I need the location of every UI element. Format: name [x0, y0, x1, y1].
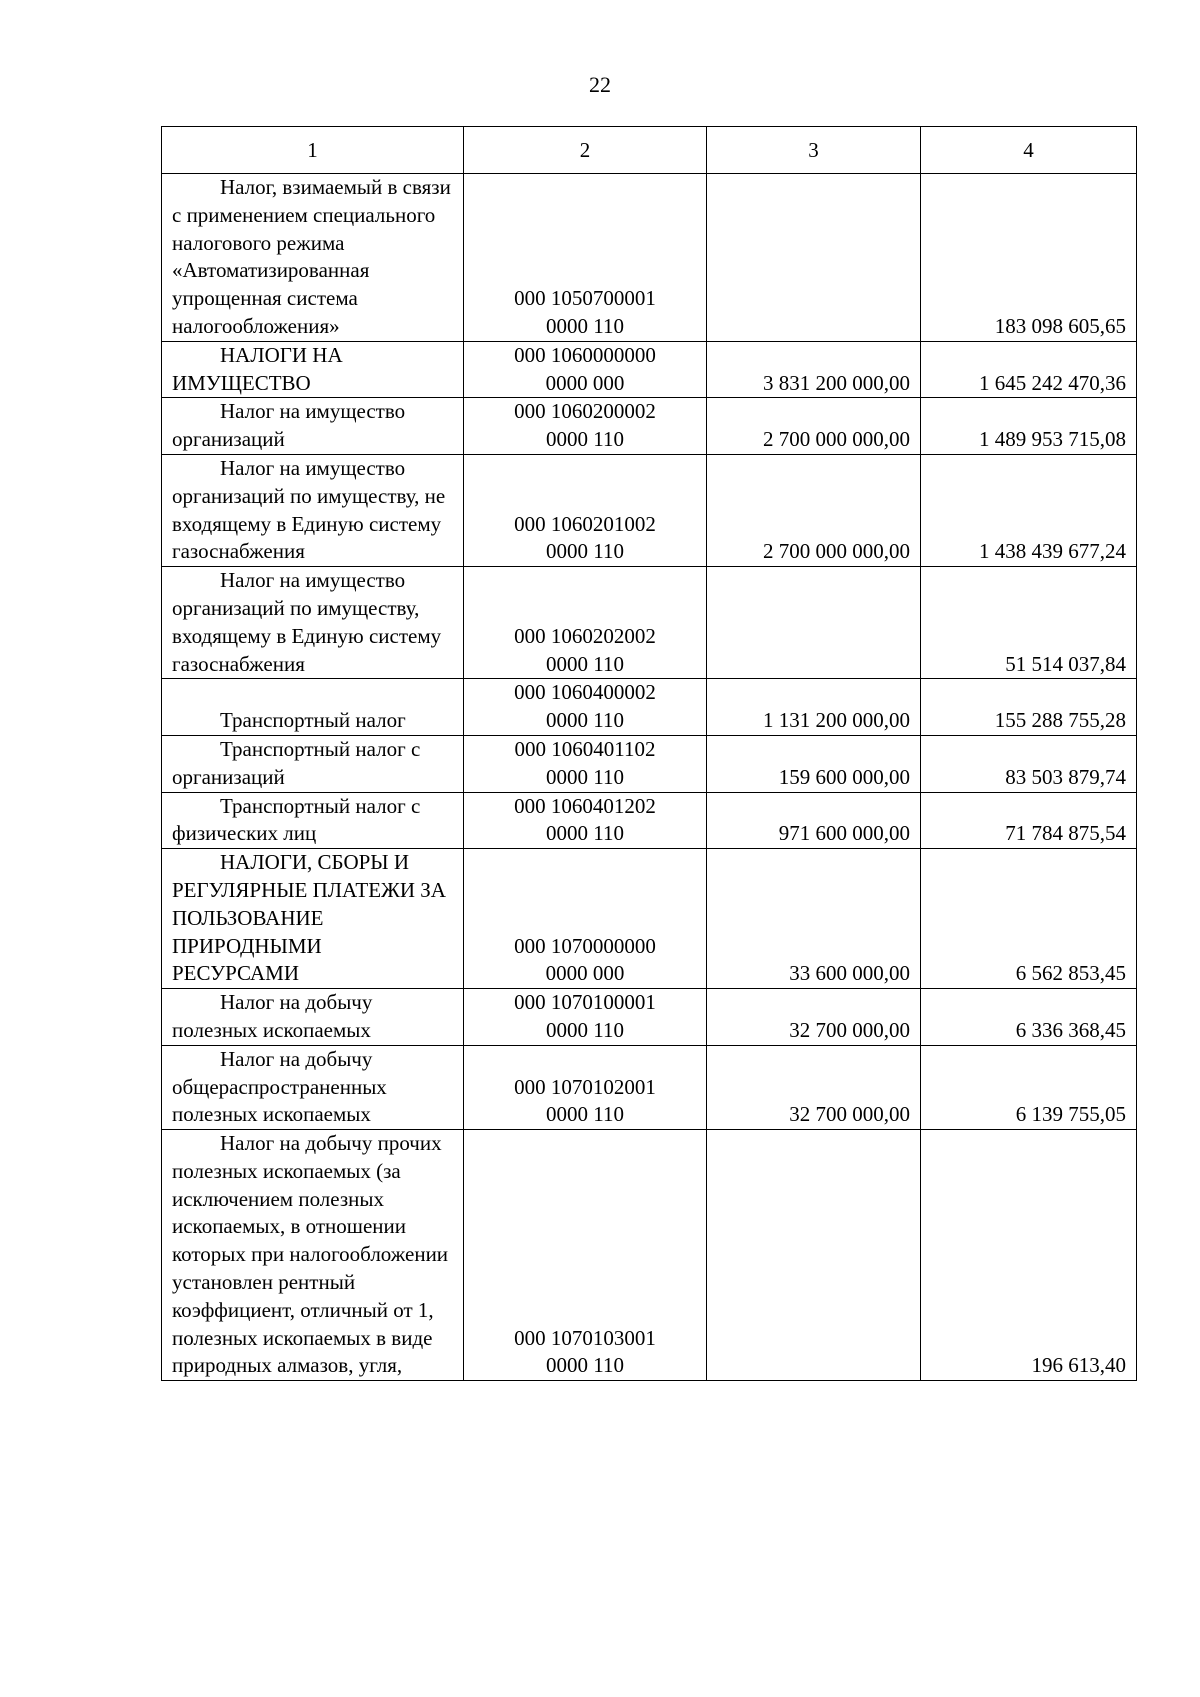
row-name-cell	[162, 849, 464, 989]
table-row	[162, 735, 1137, 792]
row-code-line: 0000 110	[546, 313, 624, 338]
row-name-cell	[162, 1045, 464, 1129]
row-code-cell	[464, 1045, 707, 1129]
row-code-line: 0000 000	[545, 370, 625, 395]
row-fact-cell: 71 784 875,54	[921, 792, 1137, 849]
row-fact-cell: 83 503 879,74	[921, 735, 1137, 792]
row-code-line: 000 1060201002	[514, 511, 656, 536]
row-plan-cell: 3 831 200 000,00	[707, 341, 921, 398]
row-plan-cell: 33 600 000,00	[707, 849, 921, 989]
row-name-cell	[162, 454, 464, 566]
row-fact-cell: 51 514 037,84	[921, 567, 1137, 679]
row-name: Налог, взимаемый в связи с применением специального налогового режима «Автоматизированная упрощенная система налогообложения»	[172, 175, 451, 338]
row-plan-cell: 159 600 000,00	[707, 735, 921, 792]
row-plan-cell: 2 700 000 000,00	[707, 398, 921, 455]
row-code-cell	[464, 567, 707, 679]
row-name-cell	[162, 174, 464, 342]
row-code-cell	[464, 792, 707, 849]
header-row	[162, 127, 1137, 174]
row-name-cell	[162, 341, 464, 398]
row-code-line: 0000 110	[546, 1353, 624, 1378]
row-name-cell	[162, 989, 464, 1046]
table-row	[162, 567, 1137, 679]
row-name: Налог на добычу полезных ископаемых	[172, 990, 373, 1042]
row-plan-cell	[707, 174, 921, 342]
row-code-cell	[464, 735, 707, 792]
table-row	[162, 174, 1137, 342]
row-code-line: 0000 110	[546, 651, 624, 676]
row-code-cell	[464, 679, 707, 736]
row-code-line: 000 1060400002	[514, 680, 656, 705]
row-plan-cell: 32 700 000,00	[707, 1045, 921, 1129]
table-row	[162, 398, 1137, 455]
row-code-cell	[464, 174, 707, 342]
row-name: Транспортный налог	[220, 708, 406, 733]
row-plan-cell: 1 131 200 000,00	[707, 679, 921, 736]
row-code-line: 0000 110	[546, 539, 624, 564]
page-number: 22	[589, 72, 611, 97]
header-cell-3: 3	[707, 127, 921, 174]
row-name-cell	[162, 1130, 464, 1381]
table-row	[162, 1130, 1137, 1381]
row-fact-cell: 183 098 605,65	[921, 174, 1137, 342]
row-code-line: 0000 110	[546, 1017, 624, 1042]
row-code-line: 0000 110	[546, 708, 624, 733]
row-name-cell	[162, 398, 464, 455]
row-fact-cell: 6 562 853,45	[921, 849, 1137, 989]
table-row	[162, 1045, 1137, 1129]
row-code-line: 000 1050700001	[514, 286, 656, 311]
row-plan-cell: 2 700 000 000,00	[707, 454, 921, 566]
row-fact-cell: 1 489 953 715,08	[921, 398, 1137, 455]
row-code-line: 000 1060401102	[514, 736, 656, 761]
table-row	[162, 341, 1137, 398]
row-name: Налог на имущество организаций по имуществу, не входящему в Единую систему газоснабжения	[172, 455, 446, 564]
row-name: Налог на добычу общераспространенных полезных ископаемых	[172, 1046, 387, 1127]
row-name: Налог на добычу прочих полезных ископаемых (за исключением полезных ископаемых, в отношении которых при налогообложении установлен рентный коэффициент, отличный от 1, полезных ископаемых в виде природных алмазов, угля,	[172, 1131, 449, 1378]
row-code-line: 0000 110	[546, 427, 624, 452]
row-code-line: 000 1060200002	[514, 399, 656, 424]
header-cell-4: 4	[921, 127, 1137, 174]
table-row	[162, 989, 1137, 1046]
row-code-line: 0000 110	[546, 1102, 624, 1127]
row-name: Транспортный налог с физических лиц	[172, 793, 421, 846]
row-code-line: 000 1070000000	[514, 933, 656, 958]
row-fact-cell: 6 139 755,05	[921, 1045, 1137, 1129]
row-code-cell	[464, 1130, 707, 1381]
row-code-cell	[464, 398, 707, 455]
row-code-line: 000 1070103001	[514, 1325, 656, 1350]
row-plan-cell	[707, 567, 921, 679]
row-name-cell	[162, 735, 464, 792]
row-code-line: 000 1060202002	[514, 623, 656, 648]
row-code-line: 0000 000	[545, 961, 625, 986]
budget-table	[161, 126, 1137, 1381]
row-fact-cell: 196 613,40	[921, 1130, 1137, 1381]
row-fact-cell: 155 288 755,28	[921, 679, 1137, 736]
row-code-line: 0000 110	[546, 821, 624, 846]
row-code-line: 000 1060000000	[514, 342, 656, 367]
row-code-line: 000 1070102001	[514, 1074, 656, 1099]
header-cell-1: 1	[162, 127, 464, 174]
row-name: Налог на имущество организаций по имуществу, входящему в Единую систему газоснабжения	[172, 568, 442, 676]
row-fact-cell: 1 438 439 677,24	[921, 454, 1137, 566]
row-name: Налог на имущество организаций	[172, 399, 406, 452]
row-fact-cell: 1 645 242 470,36	[921, 341, 1137, 398]
row-code-cell	[464, 989, 707, 1046]
row-code-line: 000 1070100001	[514, 990, 656, 1015]
row-code-line: 000 1060401202	[514, 793, 656, 818]
row-name: Транспортный налог с организаций	[172, 736, 421, 789]
table-row	[162, 454, 1137, 566]
row-code-line: 0000 110	[546, 764, 624, 789]
table-row	[162, 679, 1137, 736]
row-fact-cell: 6 336 368,45	[921, 989, 1137, 1046]
row-name-cell	[162, 567, 464, 679]
row-code-cell	[464, 849, 707, 989]
row-code-cell	[464, 341, 707, 398]
row-name-cell	[162, 679, 464, 736]
header-cell-2: 2	[464, 127, 707, 174]
table-row	[162, 849, 1137, 989]
row-name: НАЛОГИ, СБОРЫ И РЕГУЛЯРНЫЕ ПЛАТЕЖИ ЗА ПОЛЬЗОВАНИЕ ПРИРОДНЫМИ РЕСУРСАМИ	[172, 850, 446, 986]
row-name: НАЛОГИ НА ИМУЩЕСТВО	[172, 342, 343, 395]
row-plan-cell	[707, 1130, 921, 1381]
table-row	[162, 792, 1137, 849]
row-plan-cell: 32 700 000,00	[707, 989, 921, 1046]
row-code-cell	[464, 454, 707, 566]
row-name-cell	[162, 792, 464, 849]
row-plan-cell: 971 600 000,00	[707, 792, 921, 849]
